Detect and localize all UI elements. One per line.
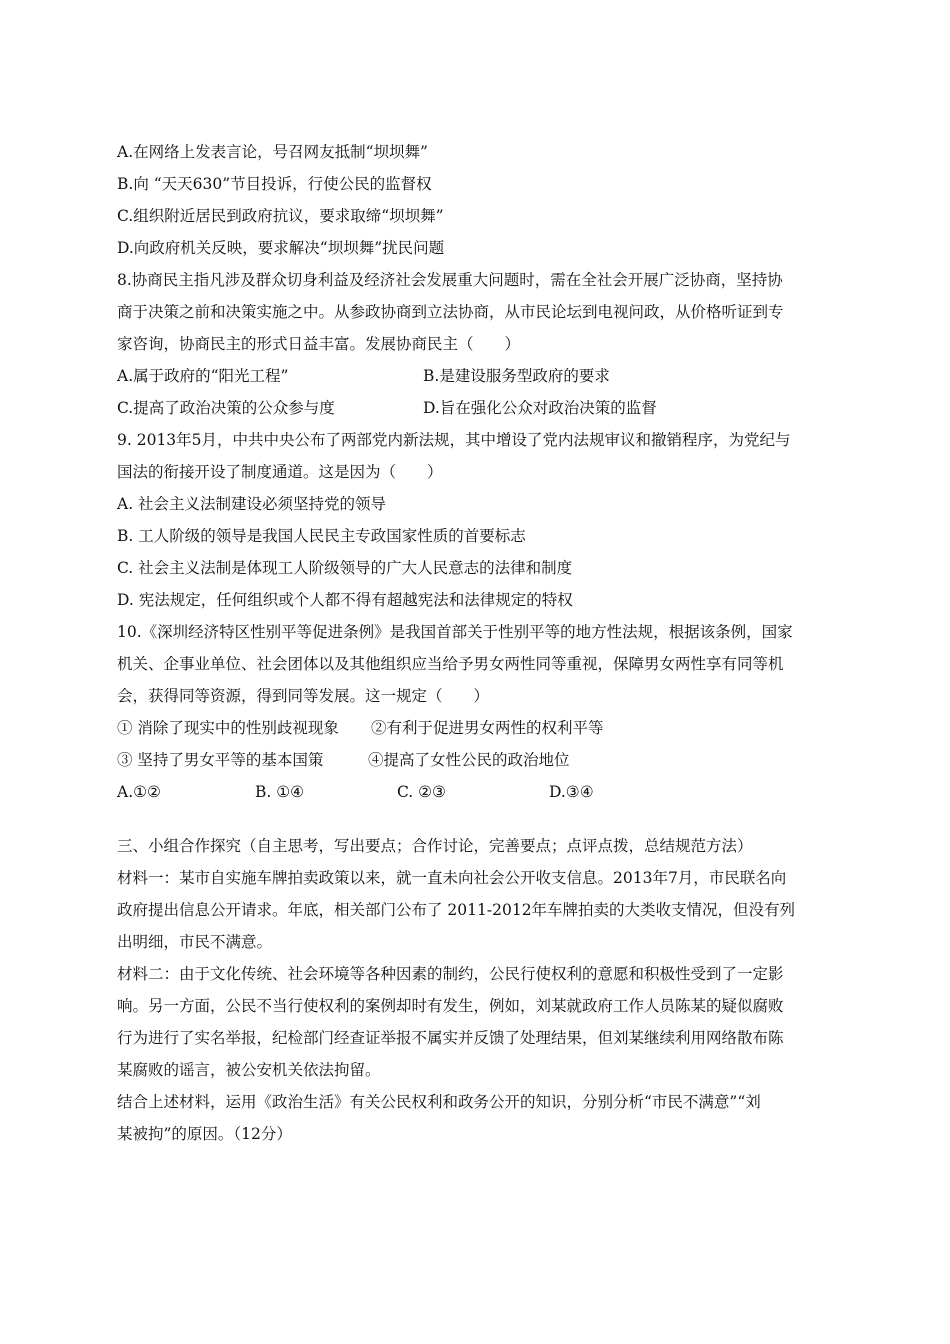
q10-statement-3: ③ 坚持了男女平等的基本国策 <box>117 751 324 769</box>
q9-option-a: A. 社会主义法制建设必须坚持党的领导 <box>117 495 387 513</box>
q10-stem-line: 会，获得同等资源，得到同等发展。这一规定（ ） <box>117 687 490 705</box>
material-2-line: 行为进行了实名举报，纪检部门经查证举报不属实并反馈了处理结果，但刘某继续利用网络散布陈 <box>117 1029 784 1047</box>
q10-option-b: B. ①④ <box>255 783 305 801</box>
q10-option-a: A.①② <box>117 783 161 801</box>
q9-option-b: B. 工人阶级的领导是我国人民民主专政国家性质的首要标志 <box>117 527 526 545</box>
q10-option-c: C. ②③ <box>397 783 446 801</box>
q9-stem-line: 国法的衔接开设了制度通道。这是因为（ ） <box>117 463 443 481</box>
q8-option-b: B.是建设服务型政府的要求 <box>423 367 610 385</box>
question-line: 结合上述材料，运用《政治生活》有关公民权利和政务公开的知识，分别分析“市民不满意”“刘 <box>117 1093 761 1111</box>
material-2-line: 响。另一方面，公民不当行使权利的案例却时有发生，例如，刘某就政府工作人员陈某的疑似腐败 <box>117 997 784 1015</box>
q7-option-a: A.在网络上发表言论，号召网友抵制“坝坝舞” <box>117 143 428 161</box>
q8-option-c: C.提高了政治决策的公众参与度 <box>117 399 335 417</box>
material-1-line: 材料一：某市自实施车牌拍卖政策以来，就一直未向社会公开收支信息。2013年7月，市民联名向 <box>117 869 787 887</box>
q10-stem-line: 10.《深圳经济特区性别平等促进条例》是我国首部关于性别平等的地方性法规，根据该条例，国家 <box>117 623 793 641</box>
q7-option-c: C.组织附近居民到政府抗议，要求取缔“坝坝舞” <box>117 207 444 225</box>
section-heading: 三、小组合作探究（自主思考，写出要点；合作讨论，完善要点；点评点拨，总结规范方法） <box>117 837 753 855</box>
material-1-line: 政府提出信息公开请求。年底，相关部门公布了 2011-2012年车牌拍卖的大类收支情况，但没有列 <box>117 901 796 919</box>
q7-option-b: B.向 “天天630”节目投诉，行使公民的监督权 <box>117 175 432 193</box>
q8-stem-line: 商于决策之前和决策实施之中。从参政协商到立法协商，从市民论坛到电视问政，从价格听证到专 <box>117 303 784 321</box>
q10-option-d: D.③④ <box>549 783 594 801</box>
q10-statement-1: ① 消除了现实中的性别歧视现象 <box>117 719 339 737</box>
q10-stem-line: 机关、企事业单位、社会团体以及其他组织应当给予男女两性同等重视，保障男女两性享有同等机 <box>117 655 784 673</box>
q10-statement-2: ②有利于促进男女两性的权利平等 <box>371 719 604 737</box>
q9-stem-line: 9. 2013年5月，中共中央公布了两部党内新法规，其中增设了党内法规审议和撤销程序，为党纪与 <box>117 431 791 449</box>
q8-stem-line: 8.协商民主指凡涉及群众切身利益及经济社会发展重大问题时，需在全社会开展广泛协商，坚持协 <box>117 271 783 289</box>
material-2-line: 材料二：由于文化传统、社会环境等各种因素的制约，公民行使权利的意愿和积极性受到了一定影 <box>117 965 784 983</box>
material-2-line: 某腐败的谣言，被公安机关依法拘留。 <box>117 1061 381 1079</box>
q9-option-d: D. 宪法规定，任何组织或个人都不得有超越宪法和法律规定的特权 <box>117 591 573 609</box>
q8-option-a: A.属于政府的“阳光工程” <box>117 367 289 385</box>
q8-stem-line: 家咨询，协商民主的形式日益丰富。发展协商民主（ ） <box>117 335 521 353</box>
q7-option-d: D.向政府机关反映，要求解决“坝坝舞”扰民问题 <box>117 239 445 257</box>
q10-statement-4: ④提高了女性公民的政治地位 <box>368 751 570 769</box>
question-line: 某被拘”的原因。（12分） <box>117 1125 292 1143</box>
q9-option-c: C. 社会主义法制是体现工人阶级领导的广大人民意志的法律和制度 <box>117 559 573 577</box>
q8-option-d: D.旨在强化公众对政治决策的监督 <box>423 399 657 417</box>
material-1-line: 出明细，市民不满意。 <box>117 933 273 951</box>
